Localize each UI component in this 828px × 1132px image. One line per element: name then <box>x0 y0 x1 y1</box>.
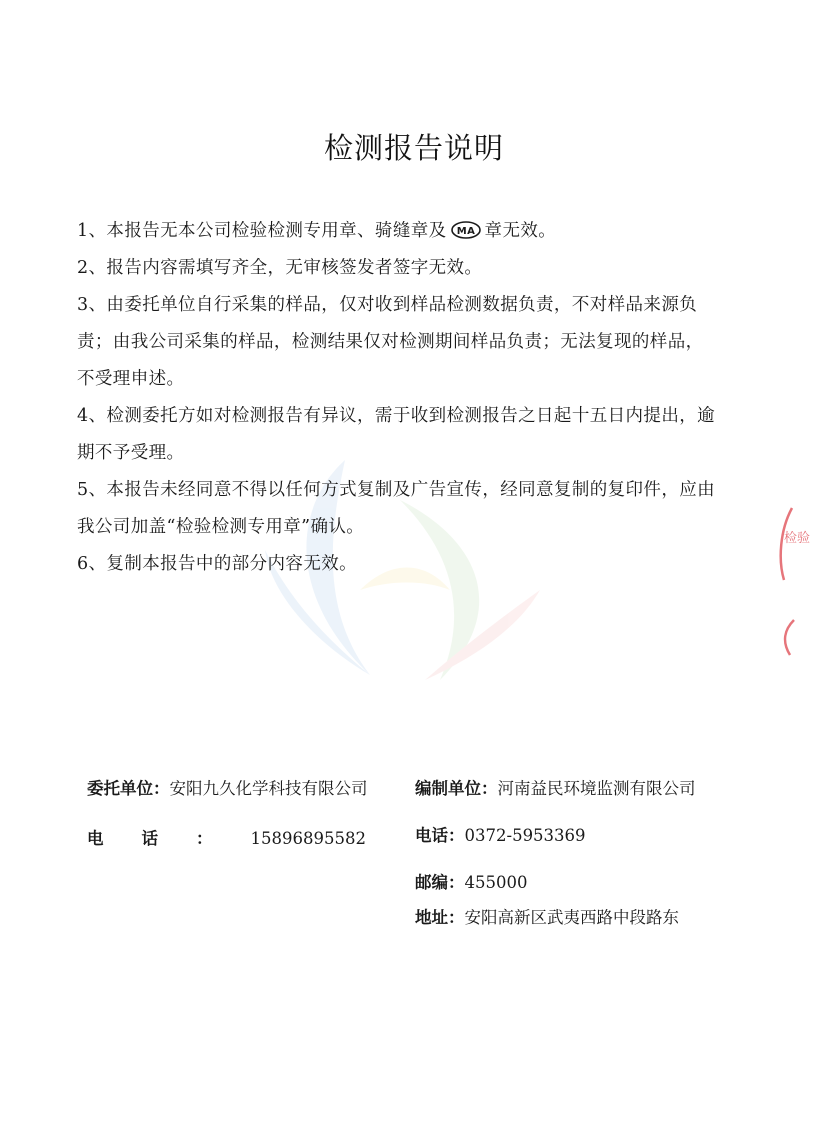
editor-unit-label: 编制单位： <box>415 779 498 798</box>
editor-phone-label: 电话： <box>415 826 465 845</box>
seam-seal-stamp-icon <box>770 500 811 660</box>
editor-address-value: 安阳高新区武夷西路中段路东 <box>464 908 679 927</box>
editor-postcode-row <box>415 869 528 893</box>
editor-unit-value: 河南益民环境监测有限公司 <box>497 779 696 798</box>
note-item-6: 6、复制本报告中的部分内容无效。 <box>77 554 358 574</box>
note-item-3: 3、由委托单位自行采集的样品，仅对收到样品检测数据负责，不对样品来源负责；由我公司采集的样品，检测结果仅对检测期间样品负责；无法复现的样品，不受理申述。 <box>77 295 704 389</box>
note-1-text-before: 1、本报告无本公司检验检测专用章、骑缝章及 <box>77 221 447 241</box>
note-item-5: 5、本报告未经同意不得以任何方式复制及广告宣传，经同意复制的复印件，应由我公司加盖“检验检测专用章”确认。 <box>77 480 716 537</box>
editor-address-label: 地址： <box>415 908 465 927</box>
page-title: 检测报告说明 <box>323 131 504 165</box>
seam-seal-stamp-text: 检验 <box>784 531 811 546</box>
client-phone-row <box>87 825 366 849</box>
editor-postcode-label: 邮编： <box>415 873 465 892</box>
note-item-4: 4、检测委托方如对检测报告有异议，需于收到检测报告之日起十五日内提出，逾期不予受理。 <box>77 406 716 463</box>
editor-unit-row <box>415 775 696 799</box>
notes-list <box>77 213 717 583</box>
client-unit-value: 安阳九久化学科技有限公司 <box>169 779 368 798</box>
client-unit-label: 委托单位： <box>87 779 170 798</box>
note-1-text-after: 章无效。 <box>484 221 557 241</box>
editor-phone-value: 0372-5953369 <box>464 826 586 845</box>
editor-phone-row <box>415 822 586 846</box>
editor-address-row <box>415 904 679 928</box>
cma-mark-icon <box>451 221 481 239</box>
note-item-1 <box>77 213 717 250</box>
client-phone-label: 电话： <box>87 829 251 848</box>
note-item-2: 2、报告内容需填写齐全，无审核签发者签字无效。 <box>77 258 483 278</box>
client-phone-value: 15896895582 <box>250 829 366 848</box>
client-unit-row <box>87 775 368 799</box>
cma-mark-text: MA <box>456 226 475 237</box>
editor-postcode-value: 455000 <box>464 873 528 892</box>
